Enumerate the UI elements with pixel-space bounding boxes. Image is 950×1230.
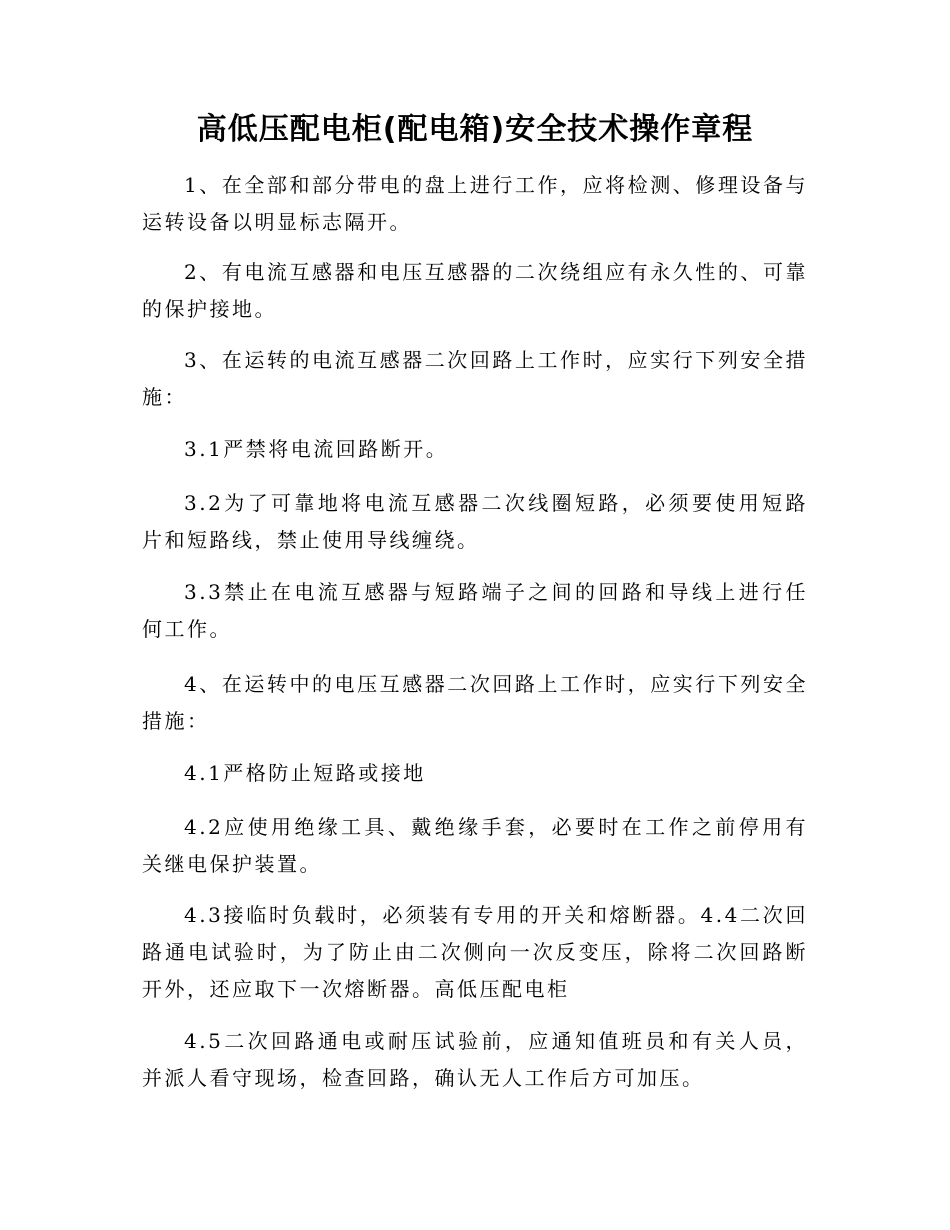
paragraph-4: 4、在运转中的电压互感器二次回路上工作时，应实行下列安全措施： [142, 672, 808, 733]
paragraph-4-3-4-4: 4.3接临时负载时，必须装有专用的开关和熔断器。4.4二次回路通电试验时，为了防止由二次侧向一次反变压，除将二次回路断开外，还应取下一次熔断器。高低压配电柜 [142, 903, 808, 1001]
paragraph-4-5: 4.5二次回路通电或耐压试验前，应通知值班员和有关人员，并派人看守现场，检查回路，确认无人工作后方可加压。 [142, 1029, 808, 1090]
paragraph-3-3: 3.3禁止在电流互感器与短路端子之间的回路和导线上进行任何工作。 [142, 580, 808, 641]
paragraph-3: 3、在运转的电流互感器二次回路上工作时，应实行下列安全措施： [142, 348, 808, 409]
paragraph-4-2: 4.2应使用绝缘工具、戴绝缘手套，必要时在工作之前停用有关继电保护装置。 [142, 815, 808, 876]
paragraph-4-1: 4.1严格防止短路或接地 [184, 761, 426, 785]
paragraph-3-1: 3.1严禁将电流回路断开。 [184, 437, 449, 461]
paragraph-1: 1、在全部和部分带电的盘上进行工作，应将检测、修理设备与运转设备以明显标志隔开。 [142, 173, 808, 234]
paragraph-2: 2、有电流互感器和电压互感器的二次绕组应有永久性的、可靠的保护接地。 [142, 260, 808, 321]
paragraph-3-2: 3.2为了可靠地将电流互感器二次线圈短路，必须要使用短路片和短路线，禁止使用导线缠绕。 [142, 491, 808, 552]
document-title: 高低压配电柜(配电箱)安全技术操作章程 [196, 112, 754, 147]
